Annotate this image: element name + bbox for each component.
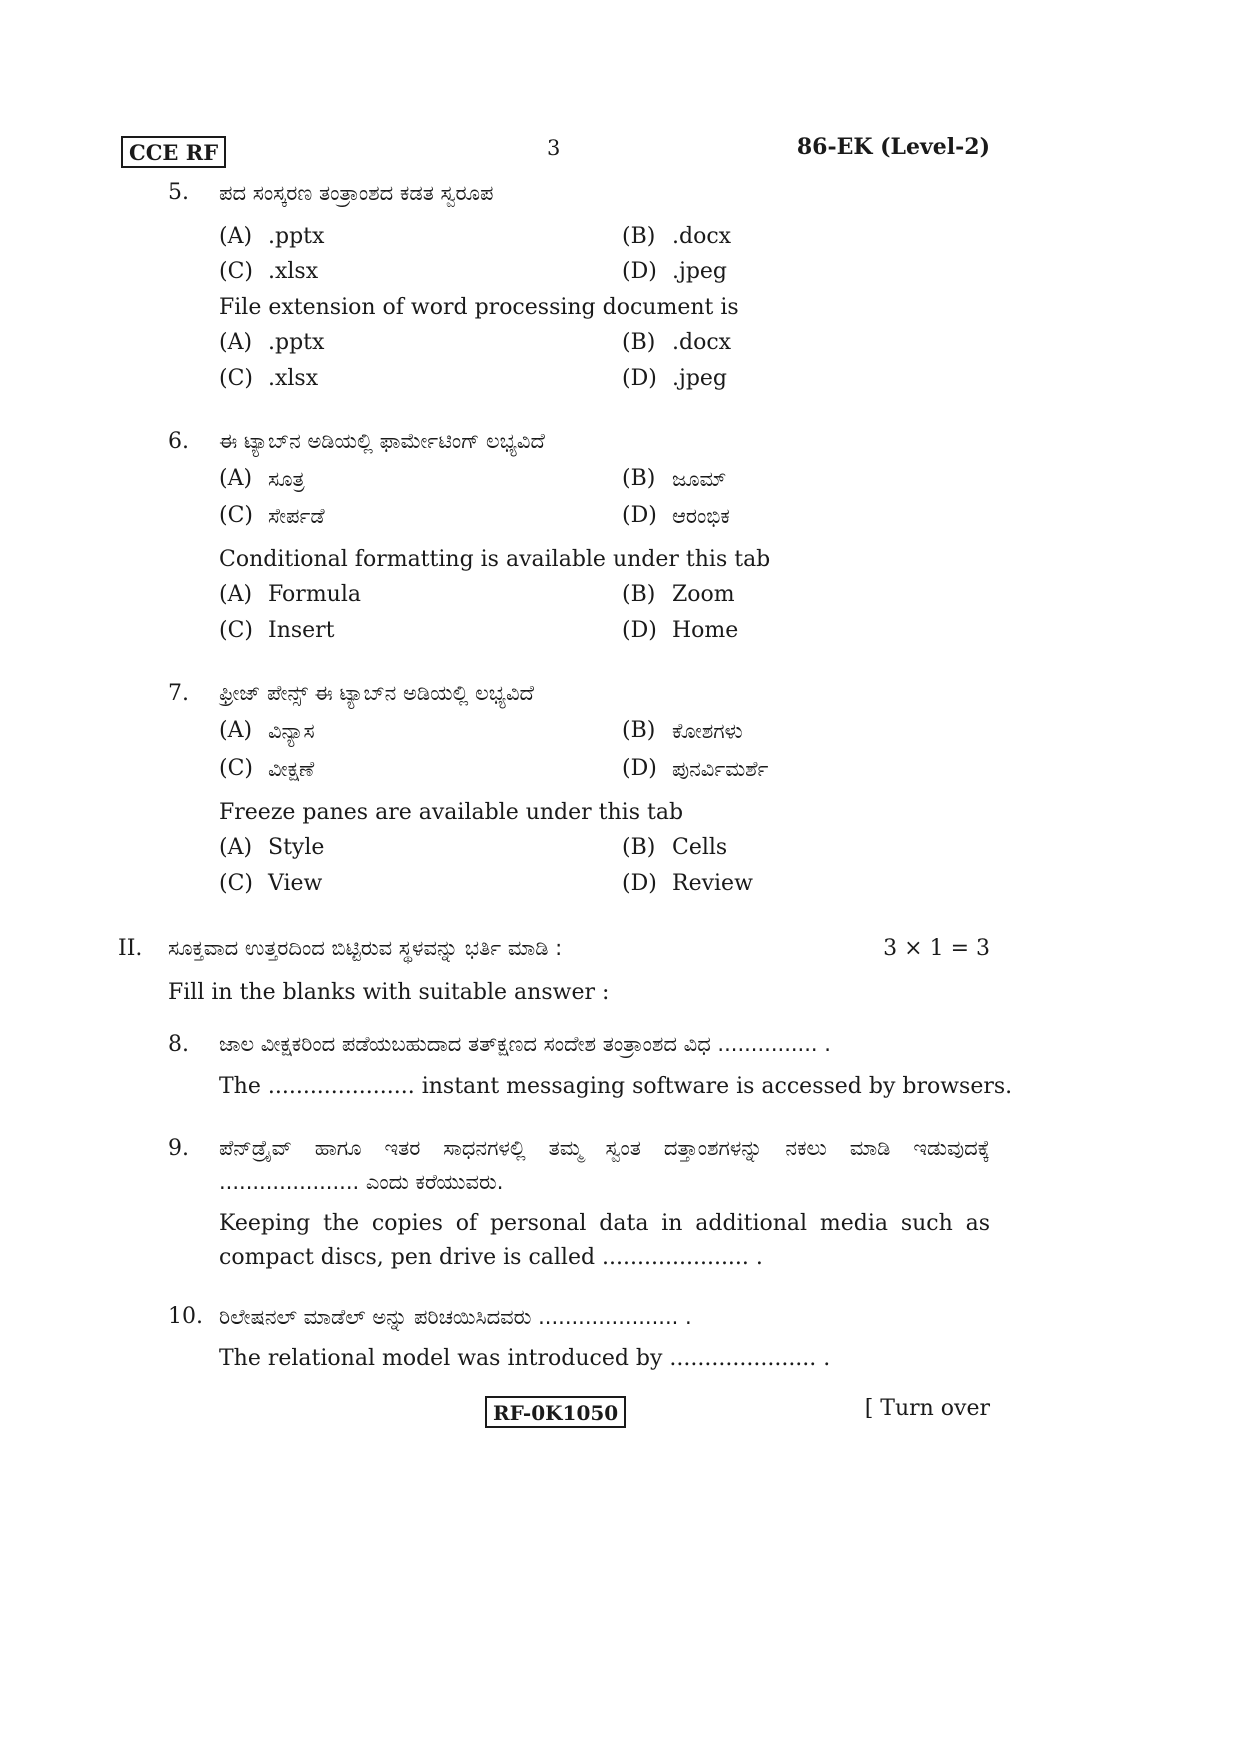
option-label: (A) [219,582,253,607]
option-label: (B) [622,718,656,743]
option-text: ವೀಕ್ಷಣೆ [268,757,315,781]
option-text: ಸೂತ್ರ [268,467,305,491]
option-label: (A) [219,466,253,491]
option-label: (C) [219,871,253,896]
option-label: (C) [219,618,253,643]
option-text: ವಿನ್ಯಾಸ [268,719,315,743]
option-label: (C) [219,259,253,284]
section-instruction-english: Fill in the blanks with suitable answer : [168,980,610,1005]
option-label: (B) [622,582,656,607]
option-label: (B) [622,466,656,491]
question-number: 6. [168,429,189,454]
question-text-english: The ..................... instant messaging software is accessed by browsers. [219,1074,1013,1099]
option-label: (B) [622,224,656,249]
option-text: Formula [268,582,362,607]
question-text-kannada: ಫ್ರೀಜ್ ಪೇನ್ಸ್ ಈ ಟ್ಯಾಬ್‌ನ ಅಡಿಯಲ್ಲಿ ಲಭ್ಯವಿದೆ [219,681,534,705]
question-text-kannada: ರಿಲೇಷನಲ್ ಮಾಡೆಲ್ ಅನ್ನು ಪರಿಚಯಿಸಿದವರು ..................... . [219,1305,692,1329]
option-label: (B) [622,835,656,860]
question-text-english: Keeping the copies of personal data in additional media such as compact discs, pen drive is called ..................... . [219,1211,990,1270]
option-text: .docx [672,330,732,355]
question-number: 7. [168,681,189,706]
question-text-kannada: ಜಾಲ ವೀಕ್ಷಕರಿಂದ ಪಡೆಯಬಹುದಾದ ತತ್‌ಕ್ಷಣದ ಸಂದೇಶ ತಂತ್ರಾಂಶದ ವಿಧ ............... . [219,1032,831,1056]
option-text: .pptx [268,330,325,355]
option-label: (D) [622,756,657,781]
section-number: II. [118,936,143,961]
option-text: ಜೂಮ್ [672,467,727,491]
option-label: (A) [219,835,253,860]
option-label: (D) [622,871,657,896]
option-text: ಆರಂಭಿಕ [672,504,730,528]
page-number: 3 [547,136,561,160]
option-label: (B) [622,330,656,355]
option-label: (C) [219,366,253,391]
option-label: (D) [622,259,657,284]
question-number: 10. [168,1304,203,1329]
question-text-english: Conditional formatting is available under this tab [219,547,771,572]
option-label: (A) [219,330,253,355]
option-label: (A) [219,224,253,249]
option-label: (A) [219,718,253,743]
option-label: (D) [622,618,657,643]
option-label: (C) [219,503,253,528]
question-number: 9. [168,1136,189,1161]
footer-code: RF-0K1050 [485,1396,626,1428]
option-text: Cells [672,835,728,860]
option-label: (D) [622,366,657,391]
option-text: .docx [672,224,732,249]
section-instruction-kannada: ಸೂಕ್ತವಾದ ಉತ್ತರದಿಂದ ಬಿಟ್ಟಿರುವ ಸ್ಥಳವನ್ನು ಭರ್ತಿ ಮಾಡಿ : [168,936,563,960]
option-label: (D) [622,503,657,528]
question-text-kannada: ಪದ ಸಂಸ್ಕರಣ ತಂತ್ರಾಂಶದ ಕಡತ ಸ್ವರೂಪ [219,181,494,205]
option-text: Style [268,835,325,860]
question-text-kannada: ಈ ಟ್ಯಾಬ್‌ನ ಅಡಿಯಲ್ಲಿ ಫಾರ್ಮೇಟಿಂಗ್ ಲಭ್ಯವಿದೆ [219,429,545,453]
header-right-code: 86-EK (Level-2) [796,134,990,160]
question-text-kannada: ಪೆನ್‌ಡ್ರೈವ್ ಹಾಗೂ ಇತರ ಸಾಧನಗಳಲ್ಲಿ ತಮ್ಮ ಸ್ವಂತ ದತ್ತಾಂಶಗಳನ್ನು ನಕಲು ಮಾಡಿ ಇಡುವುದಕ್ಕೆ ..................... ಎಂದು ಕರೆಯುವರು. [219,1136,990,1194]
option-text: .jpeg [672,366,727,391]
question-text-english: Freeze panes are available under this tab [219,800,684,825]
option-text: Insert [268,618,335,643]
option-label: (C) [219,756,253,781]
option-text: ಸೇರ್ಪಡೆ [268,504,325,528]
option-text: Review [672,871,753,896]
question-number: 8. [168,1032,189,1057]
option-text: .xlsx [268,366,319,391]
question-text-english: The relational model was introduced by ..................... . [219,1346,831,1371]
option-text: Zoom [672,582,735,607]
option-text: Home [672,618,739,643]
question-text-english: File extension of word processing document is [219,295,739,320]
option-text: .xlsx [268,259,319,284]
option-text: ಕೋಶಗಳು [672,719,743,743]
turn-over-label: [ Turn over [864,1396,990,1421]
option-text: .jpeg [672,259,727,284]
option-text: .pptx [268,224,325,249]
header-left-code: CCE RF [121,136,226,168]
section-marks: 3 × 1 = 3 [883,936,990,961]
question-number: 5. [168,180,189,205]
option-text: View [268,871,323,896]
option-text: ಪುನರ್ವಿಮರ್ಶೆ [672,757,769,781]
